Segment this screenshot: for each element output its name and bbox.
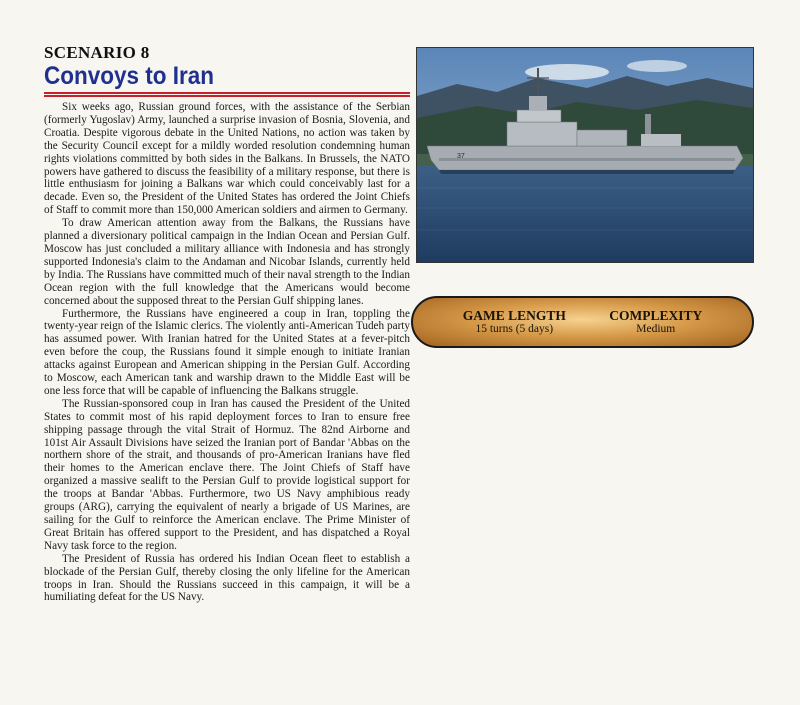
ship-photo-icon — [417, 48, 753, 262]
game-length-value: 15 turns (5 days) — [475, 323, 554, 335]
complexity-value: Medium — [636, 323, 676, 335]
game-length-block — [463, 308, 566, 336]
scenario-text-column — [44, 44, 410, 604]
paragraph: Furthermore, the Russians have engineered a coup in Iran, toppling the twenty-year reign of the Islamic clerics. The violently anti-American Tudeh party has assumed power. With Iranian hatred for the United States at a fever-pitch even before the coup, the Russians found it simple enough to initiate Iranian attacks against European and American shipping in the Persian Gulf. According to Moscow, each American tank and warship drawn to the Middle East will be one less force that will be capable of influencing the Balkans struggle. — [44, 307, 410, 397]
paragraph: The Russian-sponsored coup in Iran has caused the President of the United States to commit most of his rapid deployment forces to Iran to ensure free shipping passage through the vital Strait of Hormuz. The 82nd Airborne and 101st Air Assault Divisions have seized the Iranian port of Bandar 'Abbas on the northern shore of the strait, and thousands of pro-American Iranians have fled their homes to the American enclave there. The Joint Chiefs of Staff have organized a massive sealift to the Persian Gulf to provide logistical support for the troops at Bandar 'Abbas. Furthermore, two US Navy amphibious ready groups (ARG), carrying the equivalent of nearly a brigade of US Marines, are sailing for the Gulf to reinforce the American enclave. The Prime Minister of Great Britain has offered support to the President, and has dispatched a Royal Navy task force to the region. — [44, 397, 410, 552]
scenario-title: Convoys to Iran — [44, 62, 215, 90]
paragraph: Six weeks ago, Russian ground forces, with the assistance of the Serbian (formerly Yugoslav) Army, launched a surprise invasion of Bosnia, Slovenia, and Croatia. Despite vigorous debate in the United Nations, no action was taken by the Security Council except for a mildly worded resolution condemning human rights violations committed by both sides in the Balkans. In Brussels, the NATO powers have gathered to discuss the feasibility of a military response, but there is little enthusiasm for joining a Balkans war which could conceivably last for a decade. Even so, the President of the United States has ordered the Joint Chiefs of Staff to commit more than 150,000 American soldiers and airmen to Germany. — [44, 101, 410, 217]
paragraph: To draw American attention away from the Balkans, the Russians have planned a diversionary political campaign in the Indian Ocean and Persian Gulf. Moscow has just concluded a military alliance with Indonesia and has strongly supported Indonesia's claim to the Andaman and Nicobar Islands, currently held by India. The Russians have committed much of their naval strength to the Indian Ocean region with the full knowledge that the Americans would become concerned about the supposed threat to the Persian Gulf shipping lanes. — [44, 217, 410, 307]
scenario-body — [44, 101, 410, 604]
game-length-label: GAME LENGTH — [462, 308, 566, 323]
scenario-info-banner — [411, 296, 754, 348]
complexity-block — [609, 308, 702, 336]
scenario-number: SCENARIO 8 — [44, 43, 150, 62]
title-underline — [44, 92, 410, 97]
complexity-label: COMPLEXITY — [609, 308, 703, 323]
svg-text:37: 37 — [457, 153, 465, 160]
paragraph: The President of Russia has ordered his Indian Ocean fleet to establish a blockade of the Persian Gulf, thereby closing the only lifeline for the American troops in Iran. Should the Russians succeed in this campaign, it will be a humiliating defeat for the US Navy. — [44, 552, 410, 604]
ship-photo — [416, 47, 754, 263]
